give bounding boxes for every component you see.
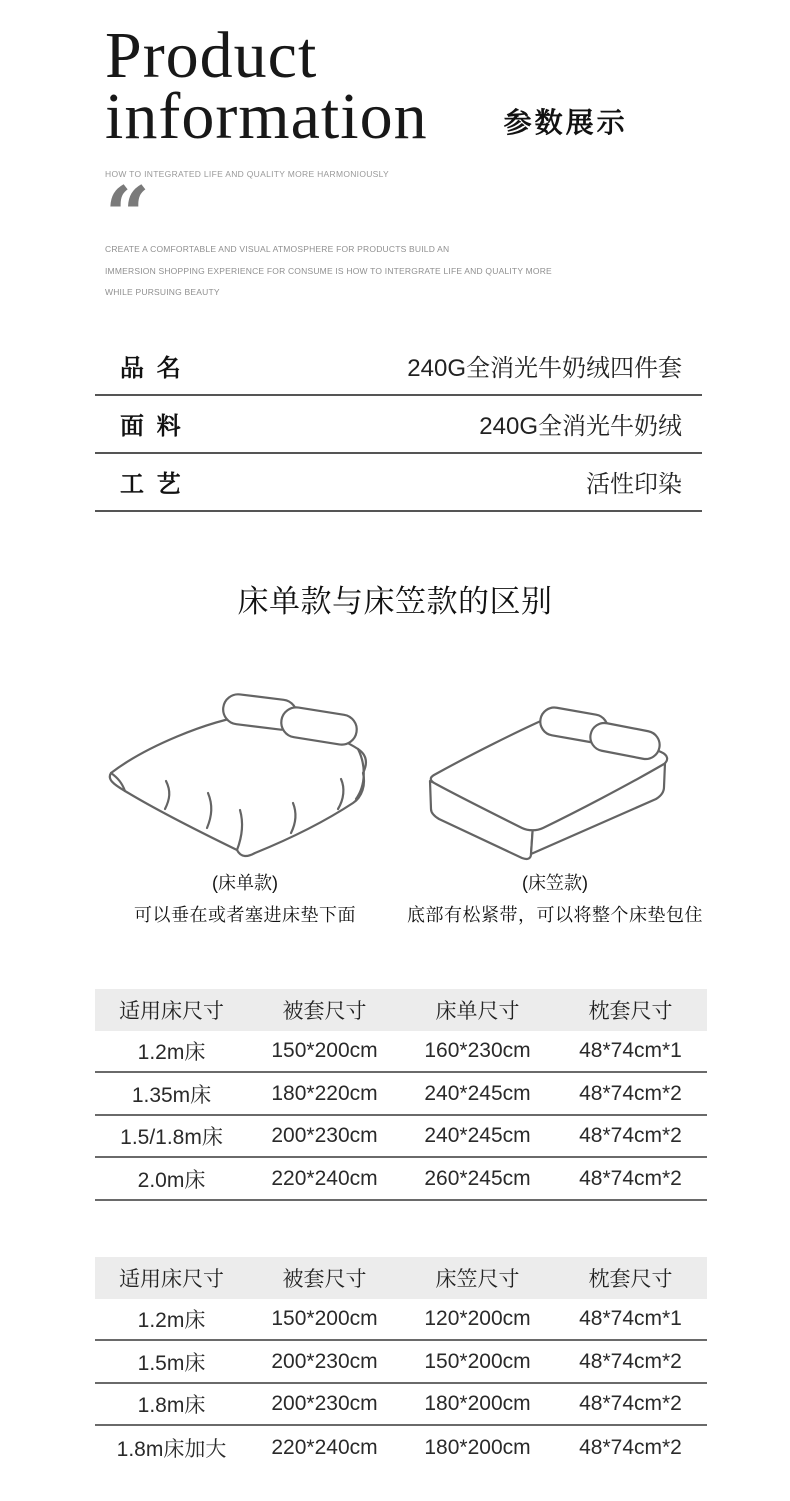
- spec-value: 240G全消光牛奶绒: [479, 413, 682, 441]
- spec-label: 面 料: [120, 413, 181, 441]
- table-cell: 48*74cm*2: [579, 1435, 682, 1459]
- spec-value: 活性印染: [586, 471, 682, 499]
- column-header: 床笠尺寸: [435, 1267, 520, 1291]
- table-cell: 150*200cm: [424, 1349, 531, 1373]
- table-cell: 220*240cm: [271, 1166, 378, 1190]
- table-cell: 48*74cm*1: [579, 1039, 682, 1063]
- table-row: [95, 1158, 707, 1201]
- quote-icon: “: [105, 170, 144, 262]
- hero-subtitle: HOW TO INTEGRATED LIFE AND QUALITY MORE HARMONIOUSLY: [105, 169, 390, 180]
- comparison-heading: 床单款与床笠款的区别: [237, 583, 553, 619]
- table-row: [95, 1341, 707, 1384]
- table-cell: 48*74cm*2: [579, 1166, 682, 1190]
- table-cell: 220*240cm: [271, 1435, 378, 1459]
- quote-block: [105, 239, 702, 304]
- table-row: [95, 1116, 707, 1159]
- spec-row-craft: [95, 454, 702, 512]
- sheet-size-table-header: [95, 989, 707, 1031]
- spec-row-product-name: [95, 338, 702, 396]
- table-cell: 120*200cm: [424, 1307, 531, 1331]
- column-header: 枕套尺寸: [588, 1267, 673, 1291]
- page-title-line1: Product: [105, 19, 318, 92]
- spec-table: [95, 338, 702, 512]
- table-cell: 1.8m床: [137, 1394, 206, 1418]
- column-header: 适用床尺寸: [119, 1267, 224, 1291]
- table-cell: 240*245cm: [424, 1081, 531, 1105]
- bed-flat-sheet-icon: [95, 681, 395, 863]
- page-title-line2: information: [105, 79, 428, 153]
- column-header: 床单尺寸: [435, 999, 520, 1023]
- table-row: [95, 1426, 707, 1469]
- table-row: [95, 1299, 707, 1342]
- table-cell: 180*220cm: [271, 1081, 378, 1105]
- table-cell: 48*74cm*2: [579, 1081, 682, 1105]
- table-cell: 48*74cm*1: [579, 1307, 682, 1331]
- hero-section: [0, 0, 790, 304]
- table-cell: 1.5m床: [137, 1351, 206, 1375]
- bed-fitted-sheet-icon: [410, 687, 700, 863]
- table-cell: 260*245cm: [424, 1166, 531, 1190]
- column-header: 被套尺寸: [282, 999, 367, 1023]
- table-cell: 200*230cm: [271, 1392, 378, 1416]
- table-row: [95, 1031, 707, 1074]
- table-cell: 200*230cm: [271, 1124, 378, 1148]
- table-cell: 1.2m床: [137, 1041, 206, 1065]
- flat-sheet-caption: (床单款): [212, 872, 278, 893]
- comparison-section: [90, 673, 710, 927]
- page-title: [105, 19, 428, 153]
- table-cell: 150*200cm: [271, 1039, 378, 1063]
- column-header: 被套尺寸: [282, 1267, 367, 1291]
- spec-label: 品 名: [120, 355, 181, 383]
- table-cell: 1.5/1.8m床: [120, 1126, 223, 1150]
- table-cell: 180*200cm: [424, 1392, 531, 1416]
- fitted-sheet-illustration: [400, 673, 710, 863]
- table-cell: 180*200cm: [424, 1435, 531, 1459]
- table-cell: 150*200cm: [271, 1307, 378, 1331]
- table-cell: 48*74cm*2: [579, 1392, 682, 1416]
- spec-row-fabric: [95, 396, 702, 454]
- spec-value: 240G全消光牛奶绒四件套: [407, 355, 682, 383]
- spec-label: 工 艺: [120, 471, 181, 499]
- quote-line: IMMERSION SHOPPING EXPERIENCE FOR CONSUME IS HOW TO INTERGRATE LIFE AND QUALITY MORE: [105, 265, 552, 276]
- table-cell: 240*245cm: [424, 1124, 531, 1148]
- table-cell: 1.35m床: [131, 1083, 212, 1107]
- fitted-sheet-caption: (床笠款): [522, 872, 588, 893]
- table-cell: 160*230cm: [424, 1039, 531, 1063]
- quote-line: CREATE A COMFORTABLE AND VISUAL ATMOSPHERE FOR PRODUCTS BUILD AN: [105, 244, 450, 255]
- table-cell: 2.0m床: [137, 1168, 206, 1192]
- fitted-sheet-figure: [400, 673, 710, 927]
- table-row: [95, 1073, 707, 1116]
- table-cell: 48*74cm*2: [579, 1124, 682, 1148]
- fitted-sheet-description: 底部有松紧带，可以将整个床垫包住: [407, 904, 703, 925]
- fitted-size-table: [95, 1257, 707, 1469]
- table-cell: 48*74cm*2: [579, 1349, 682, 1373]
- table-cell: 200*230cm: [271, 1349, 378, 1373]
- page-title-chinese: 参数展示: [503, 107, 628, 139]
- flat-sheet-description: 可以垂在或者塞进床垫下面: [134, 904, 356, 925]
- flat-sheet-illustration: [90, 673, 400, 863]
- sheet-size-table: [95, 989, 707, 1201]
- table-cell: 1.2m床: [137, 1309, 206, 1333]
- table-row: [95, 1384, 707, 1427]
- column-header: 适用床尺寸: [119, 999, 224, 1023]
- quote-line: WHILE PURSUING BEAUTY: [105, 287, 220, 298]
- fitted-size-table-header: [95, 1257, 707, 1299]
- flat-sheet-figure: [90, 673, 400, 927]
- column-header: 枕套尺寸: [588, 999, 673, 1023]
- table-cell: 1.8m床加大: [116, 1437, 227, 1461]
